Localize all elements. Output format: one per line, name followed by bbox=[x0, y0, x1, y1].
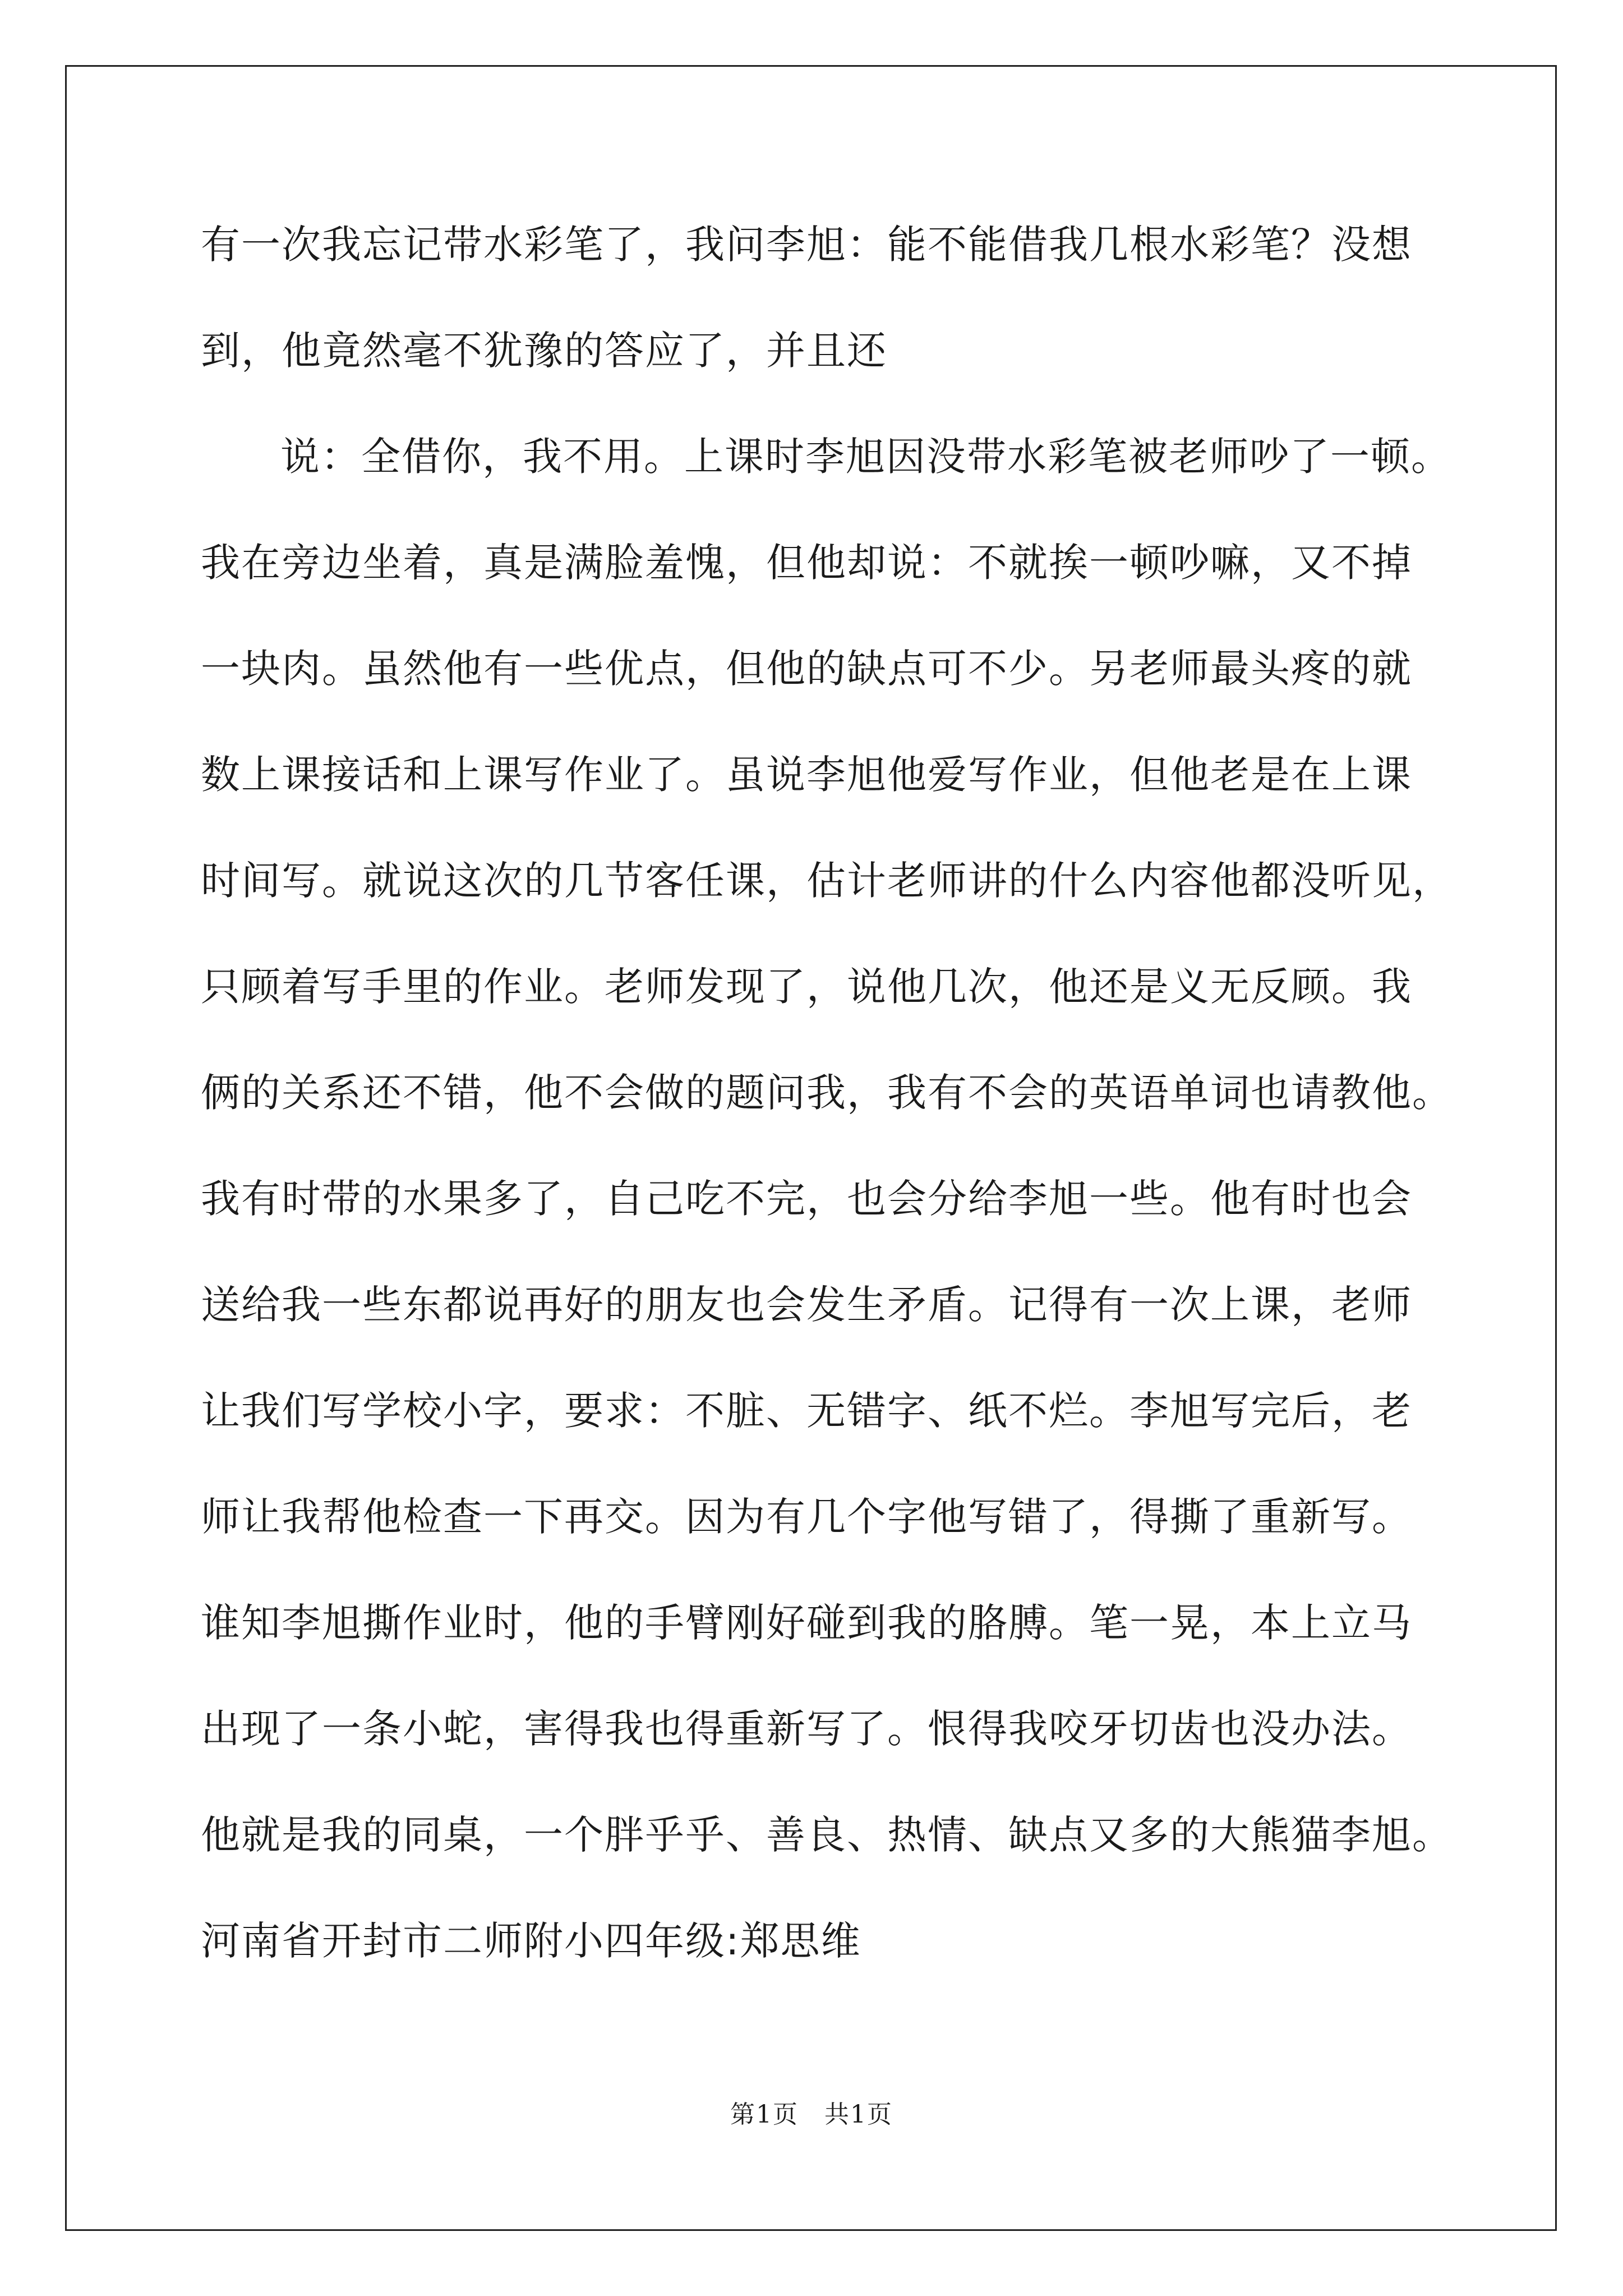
text-line: 出现了一条小蛇，害得我也得重新写了。恨得我咬牙切齿也没办法。 bbox=[201, 1706, 1412, 1752]
text-line: 师让我帮他检查一下再交。因为有几个字他写错了，得撕了重新写。 bbox=[201, 1494, 1412, 1540]
text-line: 送给我一些东都说再好的朋友也会发生矛盾。记得有一次上课，老师 bbox=[201, 1282, 1412, 1328]
text-line: 让我们写学校小字，要求：不脏、无错字、纸不烂。李旭写完后，老 bbox=[201, 1388, 1412, 1434]
text-line: 俩的关系还不错，他不会做的题问我，我有不会的英语单词也请教他。 bbox=[201, 1070, 1453, 1116]
text-line: 我有时带的水果多了，自己吃不完，也会分给李旭一些。他有时也会 bbox=[201, 1176, 1412, 1222]
document-body bbox=[201, 217, 1453, 2019]
page-footer: 第1页 共1页 bbox=[730, 2100, 893, 2129]
text-line: 数上课接话和上课写作业了。虽说李旭他爱写作业，但他老是在上课 bbox=[201, 752, 1412, 798]
text-line: 到，他竟然毫不犹豫的答应了，并且还 bbox=[201, 328, 887, 374]
text-line: 一块肉。虽然他有一些优点，但他的缺点可不少。另老师最头疼的就 bbox=[201, 646, 1412, 692]
text-line: 时间写。就说这次的几节客任课，估计老师讲的什么内容他都没听见， bbox=[201, 858, 1453, 904]
author-line: 河南省开封市二师附小四年级:郑思维 bbox=[201, 1918, 861, 1964]
text-line: 只顾着写手里的作业。老师发现了，说他几次，他还是义无反顾。我 bbox=[201, 964, 1412, 1010]
text-line: 说：全借你，我不用。上课时李旭因没带水彩笔被老师吵了一顿。 bbox=[280, 434, 1451, 480]
text-line: 我在旁边坐着，真是满脸羞愧，但他却说：不就挨一顿吵嘛，又不掉 bbox=[201, 540, 1412, 586]
text-line: 他就是我的同桌，一个胖乎乎、善良、热情、缺点又多的大熊猫李旭。 bbox=[201, 1812, 1453, 1858]
text-line: 有一次我忘记带水彩笔了，我问李旭：能不能借我几根水彩笔？没想 bbox=[201, 222, 1412, 268]
text-line: 谁知李旭撕作业时，他的手臂刚好碰到我的胳膊。笔一晃，本上立马 bbox=[201, 1600, 1412, 1646]
